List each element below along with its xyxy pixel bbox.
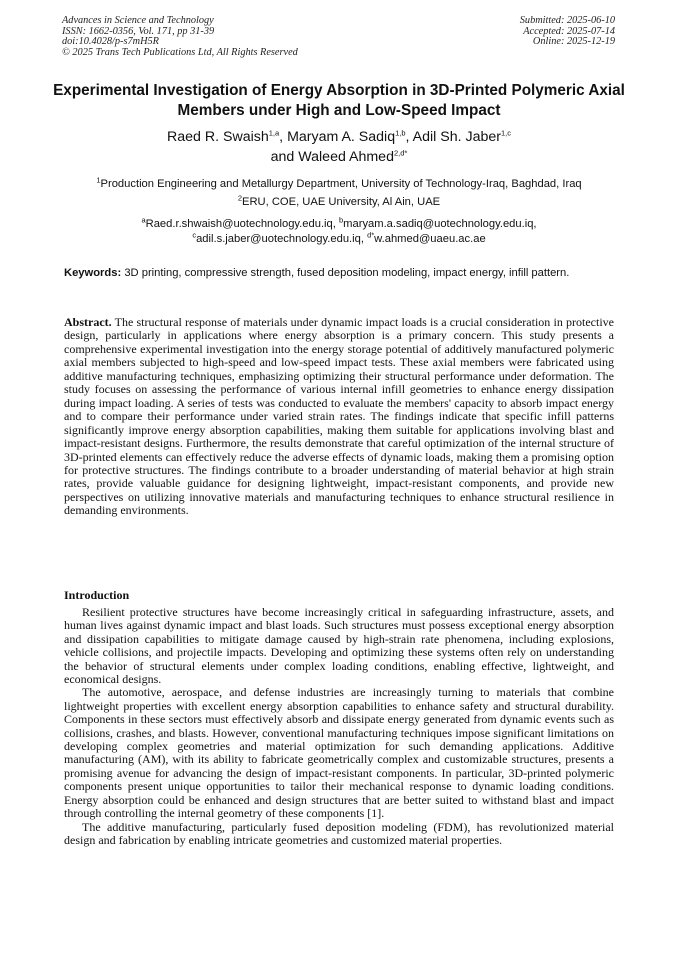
section-heading-introduction: Introduction: [64, 588, 130, 602]
journal-header: [62, 16, 298, 58]
journal-name: Advances in Science and Technology: [62, 15, 214, 26]
keywords-label: Keywords:: [64, 267, 122, 279]
submitted-date: Submitted: 2025-06-10: [519, 15, 615, 26]
affiliation-2: $^2$ERU, COE, UAE University, Al Ain, UAE: [237, 193, 441, 208]
keywords-text: 3D printing, compressive strength, fused deposition modeling, impact energy, infill pattern.: [124, 267, 570, 279]
paragraph: The additive manufacturing, particularly fused deposition modeling (FDM), has revolutionized material design and fabrication by enabling intricate geometries and customized material properties.: [64, 819, 614, 847]
affiliation-1: $^1$Production Engineering and Metallurgy Department, University of Technology-Iraq, Baghdad, Iraq: [96, 175, 582, 190]
author-affiliation-mark: 2,d*: [393, 148, 408, 158]
email-link[interactable]: w.ahmed@uaeu.ac.ae: [374, 233, 486, 245]
author-affiliation-mark: 1,a: [268, 128, 280, 138]
paragraph: The automotive, aerospace, and defense industries are increasingly turning to materials that combine lightweight properties with excellent energy absorption capabilities to enhance safety and structural durability. Components in these sectors must effectively absorb and dissipate energy generated from dynamic events such as collisions, crashes, and blasts. However, conventional manufacturing techniques impose significant limitations on developing complex geometries and material optimization for such demanding applications. Additive manufacturing (AM), with its ability to fabricate geometrically complex and customizable structures, presents a promising avenue for advancing the design of impact-resistant components. In particular, 3D-printed polymeric components present unique opportunities to tailor their mechanical response to dynamic loading conditions. Energy absorption could be enhanced and design structures that are better suited to withstand blast and impact through controlling the internal geometry of these components [1].: [64, 685, 614, 821]
accepted-date: Accepted: 2025-07-14: [523, 25, 615, 37]
abstract-label: Abstract.: [64, 315, 112, 329]
author-list: Raed R. Swaish$^{1,a}$, Maryam A. Sadiq$^{1,b}$, Adil Sh. Jaber$^{1,c}$ and Waleed Ahmed$^{2,d*}$: [167, 128, 511, 165]
email-link[interactable]: Raed.r.shwaish@uotechnology.edu.iq,: [145, 218, 339, 230]
copyright-line: © 2025 Trans Tech Publications Ltd, All Rights Reserved: [62, 46, 298, 58]
paragraph: Resilient protective structures have become increasingly critical in safeguarding infrastructure, assets, and human lives against dynamic impact and blast loads. Such structures must possess exceptional energy absorption and dissipation capabilities to mitigate damage caused by high-strain rate phenomena, including explosions, vehicle collisions, and projectile impacts. Developing and optimizing these systems often rely on understanding the behavior of structural elements under complex loading conditions, enabling effective, lightweight, and economical designs.: [64, 605, 614, 687]
email-link[interactable]: adil.s.jaber@uotechnology.edu.iq,: [196, 233, 368, 245]
author-name: Maryam A. Sadiq: [287, 129, 396, 145]
author-affiliation-mark: 1,c: [500, 128, 511, 138]
keywords: [64, 266, 614, 281]
dates-header: [520, 16, 615, 48]
author-name: Adil Sh. Jaber: [412, 129, 501, 145]
introduction-body: [64, 606, 614, 847]
email-link[interactable]: maryam.a.sadiq@uotechnology.edu.iq,: [343, 218, 537, 230]
paper-title: Experimental Investigation of Energy Absorption in 3D-Printed Polymeric Axial Members under High and Low-Speed Impact: [53, 82, 625, 119]
online-date: Online: 2025-12-19: [532, 36, 615, 47]
author-name: and Waleed Ahmed: [270, 149, 394, 165]
author-affiliation-mark: 1,b: [395, 128, 406, 138]
abstract: [64, 316, 614, 518]
article-doi: doi:10.4028/p-s7mH5R: [62, 36, 159, 47]
author-name: Raed R. Swaish: [167, 129, 269, 145]
author-emails: $^a$Raed.r.shwaish@uotechnology.edu.iq, $^b$maryam.a.sadiq@uotechnology.edu.iq, $^c$adil.s.jaber@uotechnology.edu.iq, $^{d*}$w.ahmed@uaeu.ac.ae: [141, 215, 537, 245]
abstract-text: The structural response of materials under dynamic impact loads is a crucial consideration in protective design, particularly in applications where energy absorption is a primary concern. This study presents a comprehensive experimental investigation into the energy storage potential of additively manufactured polymeric axial members subjected to high-speed and low-speed impact tests. These axial members were fabricated using additive manufacturing techniques, emphasizing optimizing their structural performance under deformation. The study focuses on assessing the performance of various internal infill geometries to enhance energy dissipation during impact loading. A series of tests was conducted to evaluate the members' capacity to absorb impact energy and to compare their performance under varied strain rates. The findings indicate that specific infill patterns significantly improve energy absorption capabilities, making them suitable for applications involving blast and impact-resistant designs. Furthermore, the results demonstrate that careful optimization of the internal structure of 3D-printed elements can effectively reduce the adverse effects of dynamic loads, making them a promising option for protective structures. The findings contribute to a broader understanding of material behavior at high strain rates, provide valuable guidance for designing lightweight, impact-resistant components, and provide new perspectives on utilizing innovative materials and manufacturing techniques to enhance structural resilience in demanding environments.: [64, 315, 614, 518]
journal-issn: ISSN: 1662-0356, Vol. 171, pp 31-39: [62, 25, 215, 37]
